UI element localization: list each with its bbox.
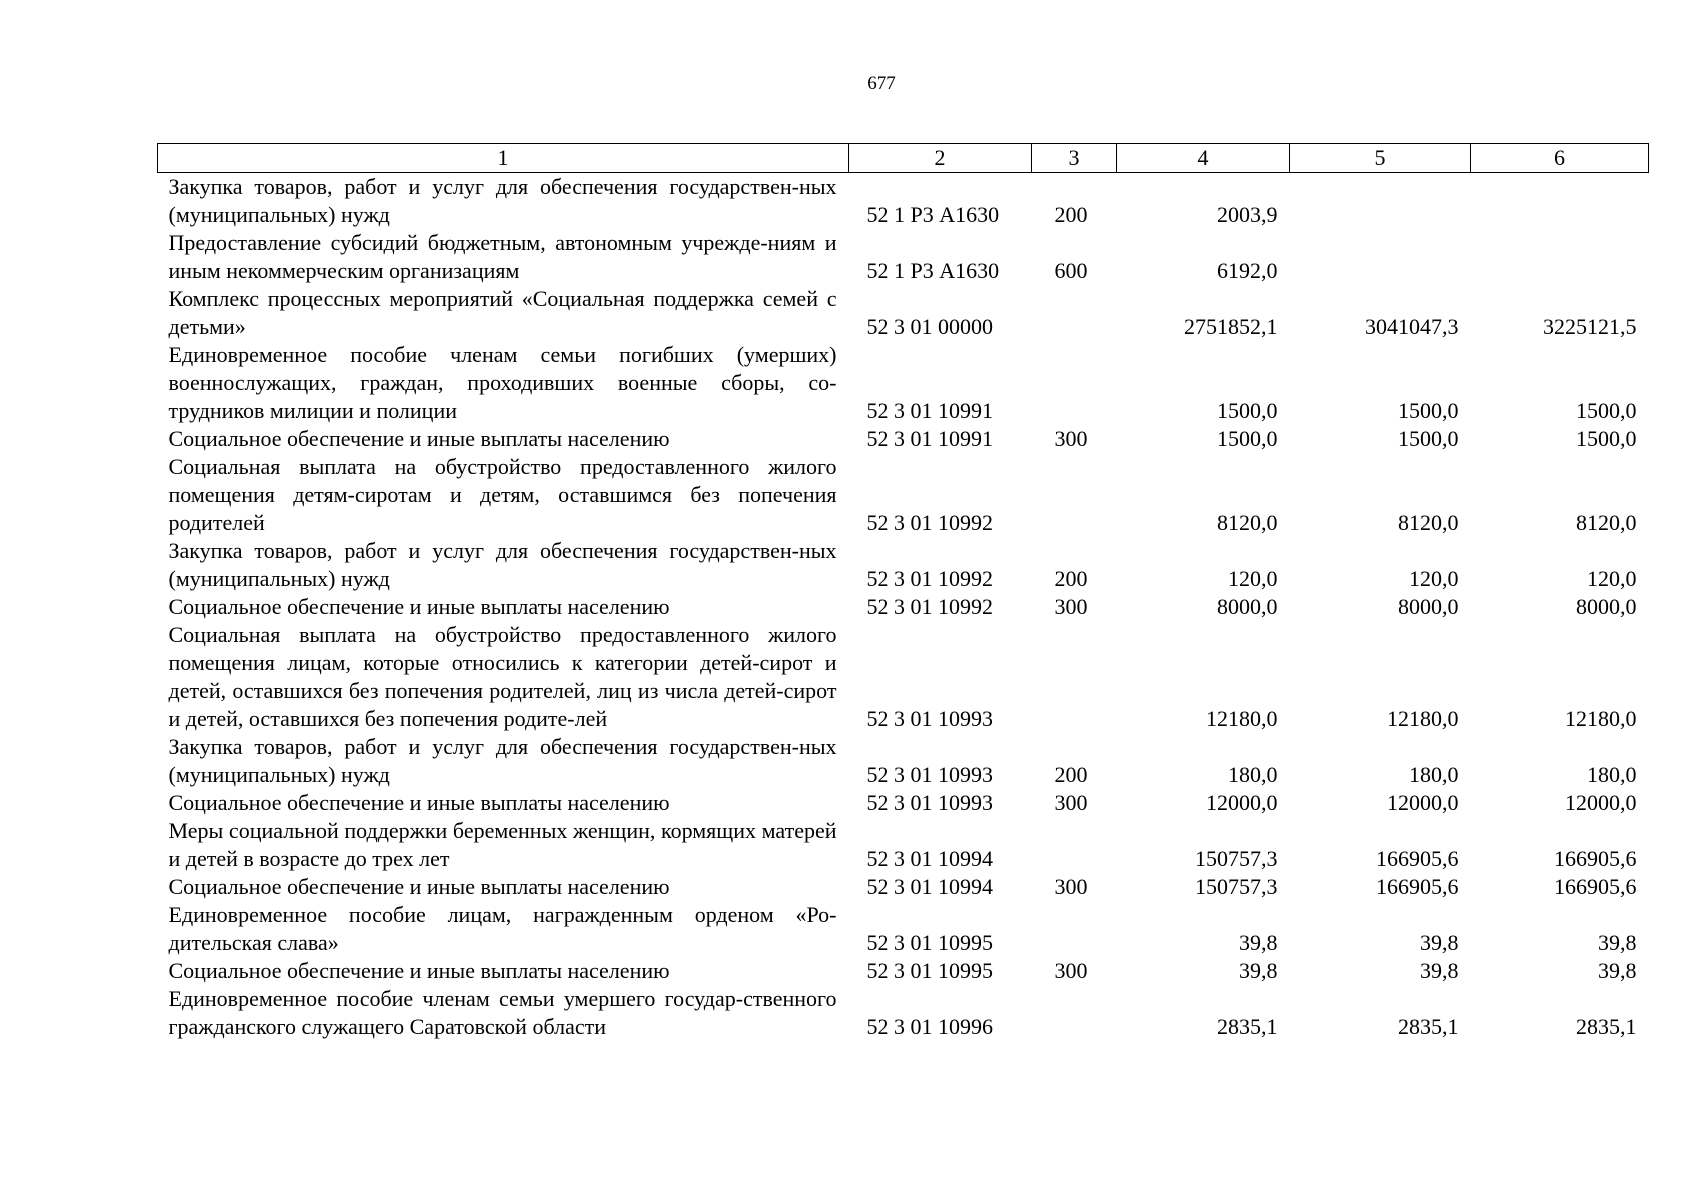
row-value-col6: 8120,0 [1576, 510, 1637, 535]
row-value-col5: 8000,0 [1398, 594, 1459, 619]
row-value-col4: 8120,0 [1217, 510, 1278, 535]
row-name-cell: Меры социальной поддержки беременных женщин, кормящих матерей и детей в возрасте до трех лет [168, 818, 837, 871]
table-row [158, 873, 1649, 901]
row-expense-type-cell: 300 [1054, 958, 1088, 983]
row-name-cell: Социальная выплата на обустройство предоставленного жилого помещения лицам, которые относились к категории детей-сирот и детей, оставшихся без попечения родителей, лиц из числа детей-сирот и детей, оставшихся без попечения родите-лей [168, 622, 837, 731]
row-value-col5: 1500,0 [1398, 426, 1459, 451]
row-name-cell: Социальное обеспечение и иные выплаты населению [168, 594, 670, 619]
row-value-col4: 8000,0 [1217, 594, 1278, 619]
row-expense-type-cell [1032, 901, 1117, 957]
row-value-col4: 12180,0 [1206, 706, 1278, 731]
row-value-col4: 12000,0 [1206, 790, 1278, 815]
row-value-col5 [1290, 173, 1471, 230]
row-expense-type-cell [1032, 341, 1117, 425]
table-row [158, 341, 1649, 425]
row-value-col5: 39,8 [1420, 958, 1459, 983]
row-name-cell: Социальное обеспечение и иные выплаты населению [168, 426, 670, 451]
row-value-col5 [1290, 229, 1471, 285]
table-row [158, 789, 1649, 817]
row-code-cell: 52 3 01 10995 [866, 930, 993, 955]
row-name-cell: Единовременное пособие членам семьи умершего государ-ственного гражданского служащего Саратовской области [168, 986, 837, 1039]
row-value-col5: 120,0 [1409, 566, 1459, 591]
row-value-col4: 150757,3 [1195, 846, 1278, 871]
row-expense-type-cell: 300 [1054, 874, 1088, 899]
row-value-col4: 6192,0 [1217, 258, 1278, 283]
row-value-col6: 180,0 [1587, 762, 1637, 787]
header-row [158, 144, 1649, 173]
row-value-col5: 8120,0 [1398, 510, 1459, 535]
row-value-col6 [1471, 173, 1649, 230]
budget-table [157, 143, 1649, 1041]
table-row [158, 985, 1649, 1041]
row-value-col6: 166905,6 [1554, 874, 1637, 899]
row-name-cell: Закупка товаров, работ и услуг для обеспечения государствен-ных (муниципальных) нужд [168, 538, 837, 591]
row-value-col4: 39,8 [1239, 930, 1278, 955]
header-col-4: 4 [1117, 144, 1290, 173]
row-value-col6: 12000,0 [1565, 790, 1637, 815]
row-name-cell: Единовременное пособие лицам, награжденным орденом «Ро-дительская слава» [168, 902, 837, 955]
row-code-cell: 52 1 Р3 А1630 [866, 202, 1000, 227]
row-code-cell: 52 3 01 10993 [866, 706, 993, 731]
header-col-1: 1 [158, 144, 849, 173]
row-expense-type-cell: 200 [1054, 566, 1088, 591]
row-value-col5: 2835,1 [1398, 1014, 1459, 1039]
header-col-5: 5 [1290, 144, 1471, 173]
row-name-cell: Социальное обеспечение и иные выплаты населению [168, 874, 670, 899]
table-row [158, 229, 1649, 285]
row-value-col6: 8000,0 [1576, 594, 1637, 619]
row-code-cell: 52 3 01 10994 [866, 846, 993, 871]
row-code-cell: 52 3 01 10996 [866, 1014, 993, 1039]
table-row [158, 453, 1649, 537]
row-code-cell: 52 3 01 10991 [866, 398, 993, 423]
row-value-col5: 12180,0 [1387, 706, 1459, 731]
row-expense-type-cell: 300 [1054, 426, 1088, 451]
row-value-col5: 3041047,3 [1365, 314, 1459, 339]
row-code-cell: 52 3 01 10992 [866, 566, 993, 591]
row-value-col6: 12180,0 [1565, 706, 1637, 731]
row-name-cell: Закупка товаров, работ и услуг для обеспечения государствен-ных (муниципальных) нужд [168, 734, 837, 787]
row-value-col4: 2751852,1 [1184, 314, 1278, 339]
row-value-col4: 2003,9 [1217, 202, 1278, 227]
row-expense-type-cell [1032, 817, 1117, 873]
row-value-col5: 166905,6 [1376, 874, 1459, 899]
row-value-col4: 180,0 [1228, 762, 1278, 787]
row-name-cell: Социальное обеспечение и иные выплаты населению [168, 958, 670, 983]
row-value-col6: 39,8 [1598, 958, 1637, 983]
row-value-col5: 12000,0 [1387, 790, 1459, 815]
row-code-cell: 52 3 01 00000 [866, 314, 993, 339]
row-code-cell: 52 3 01 10995 [866, 958, 993, 983]
row-code-cell: 52 3 01 10992 [866, 594, 993, 619]
row-value-col4: 120,0 [1228, 566, 1278, 591]
row-name-cell: Закупка товаров, работ и услуг для обеспечения государствен-ных (муниципальных) нужд [168, 174, 837, 227]
row-expense-type-cell: 300 [1054, 790, 1088, 815]
row-value-col5: 180,0 [1409, 762, 1459, 787]
table-row [158, 425, 1649, 453]
row-expense-type-cell [1032, 285, 1117, 341]
row-expense-type-cell [1032, 985, 1117, 1041]
row-expense-type-cell [1032, 453, 1117, 537]
table-row [158, 173, 1649, 230]
table-row [158, 285, 1649, 341]
row-value-col6: 2835,1 [1576, 1014, 1637, 1039]
table-row [158, 621, 1649, 733]
row-code-cell: 52 3 01 10993 [866, 790, 993, 815]
row-value-col6: 166905,6 [1554, 846, 1637, 871]
row-expense-type-cell [1032, 621, 1117, 733]
header-col-3: 3 [1032, 144, 1117, 173]
row-value-col4: 1500,0 [1217, 426, 1278, 451]
table-row [158, 593, 1649, 621]
row-value-col5: 1500,0 [1398, 398, 1459, 423]
row-value-col6: 3225121,5 [1543, 314, 1637, 339]
row-name-cell: Комплекс процессных мероприятий «Социальная поддержка семей с детьми» [168, 286, 837, 339]
row-value-col6: 39,8 [1598, 930, 1637, 955]
row-value-col5: 166905,6 [1376, 846, 1459, 871]
page-number: 677 [867, 73, 896, 94]
row-code-cell: 52 3 01 10992 [866, 510, 993, 535]
row-expense-type-cell: 200 [1054, 202, 1088, 227]
table-row [158, 957, 1649, 985]
header-col-6: 6 [1471, 144, 1649, 173]
header-col-2: 2 [849, 144, 1032, 173]
row-value-col6 [1471, 229, 1649, 285]
row-name-cell: Предоставление субсидий бюджетным, автономным учрежде-ниям и иным некоммерческим организациям [168, 230, 837, 283]
row-name-cell: Единовременное пособие членам семьи погибших (умерших) военнослужащих, граждан, проходивших военные сборы, со-трудников милиции и полиции [168, 342, 837, 423]
row-name-cell: Социальное обеспечение и иные выплаты населению [168, 790, 670, 815]
row-value-col6: 1500,0 [1576, 426, 1637, 451]
table-row [158, 537, 1649, 593]
table-body [158, 173, 1649, 1042]
row-value-col5: 39,8 [1420, 930, 1459, 955]
row-value-col4: 1500,0 [1217, 398, 1278, 423]
row-value-col6: 120,0 [1587, 566, 1637, 591]
row-expense-type-cell: 200 [1054, 762, 1088, 787]
row-value-col6: 1500,0 [1576, 398, 1637, 423]
row-value-col4: 39,8 [1239, 958, 1278, 983]
row-name-cell: Социальная выплата на обустройство предоставленного жилого помещения детям-сиротам и детям, оставшимся без попечения родителей [168, 454, 837, 535]
row-code-cell: 52 3 01 10994 [866, 874, 993, 899]
row-value-col4: 2835,1 [1217, 1014, 1278, 1039]
table-row [158, 901, 1649, 957]
row-expense-type-cell: 300 [1054, 594, 1088, 619]
row-value-col4: 150757,3 [1195, 874, 1278, 899]
row-code-cell: 52 3 01 10991 [866, 426, 993, 451]
table-header [158, 144, 1649, 173]
row-code-cell: 52 3 01 10993 [866, 762, 993, 787]
table-row [158, 733, 1649, 789]
table-row [158, 817, 1649, 873]
row-code-cell: 52 1 Р3 А1630 [866, 258, 1000, 283]
row-expense-type-cell: 600 [1054, 258, 1088, 283]
